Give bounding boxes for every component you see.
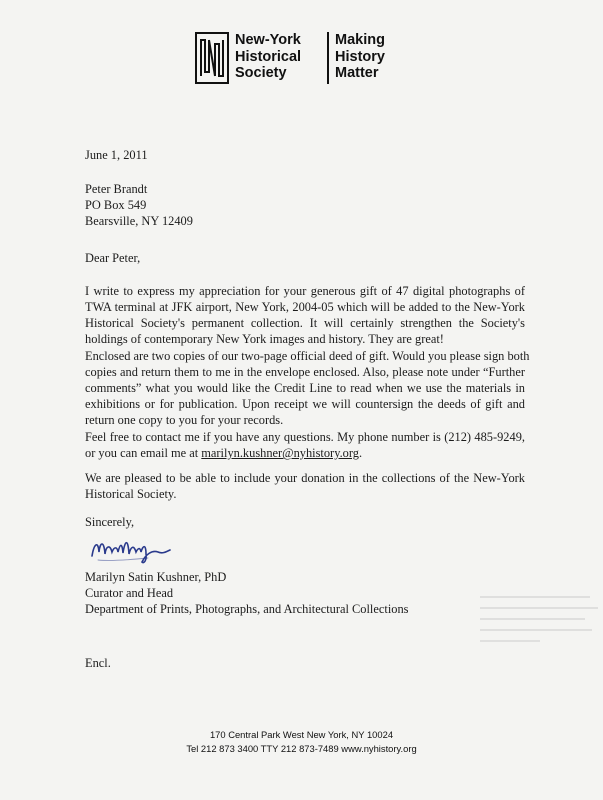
paragraph-line: Enclosed are two copies of our two-page official deed of gift. Would you please sign both [85, 349, 530, 363]
body-paragraph-3 [85, 429, 525, 461]
org-name-line: New-York [235, 32, 301, 48]
paragraph-line: We are pleased to be able to include your donation in the collections of the New-York [85, 471, 525, 485]
signature-block [85, 569, 408, 617]
paragraph-line: Historical Society. [85, 487, 177, 501]
body-paragraph-4 [85, 470, 525, 502]
paragraph-line: return one copy to you for your records. [85, 413, 284, 427]
salutation: Dear Peter, [85, 251, 141, 265]
org-name-line: Historical [235, 48, 302, 65]
recipient-address [85, 181, 193, 229]
tagline [335, 32, 385, 82]
paragraph-line: comments” what you would like the Credit Line to read when we use the materials in [85, 381, 525, 395]
signer-title: Curator and Head [85, 586, 174, 600]
email-link[interactable]: marilyn.kushner@nyhistory.org [201, 446, 359, 460]
tagline-line: History [335, 48, 385, 65]
paragraph-line: Historical Society's permanent collection. It will certainly strengthen the Society's [85, 316, 525, 330]
org-name-line: Society [235, 65, 287, 81]
paragraph-line: TWA terminal at JFK airport, New York, 2004-05 which will be added to the New-York [85, 300, 525, 314]
paragraph-line: I write to express my appreciation for your generous gift of 47 digital photographs of [85, 284, 525, 298]
email-suffix: . [358, 446, 363, 460]
footer-address: 170 Central Park West New York, NY 10024 [209, 729, 394, 740]
bleed-through-marks [480, 596, 600, 666]
recipient-address-line: Bearsville, NY 12409 [85, 214, 193, 228]
recipient-address-line: PO Box 549 [85, 198, 147, 212]
footer-contact: Tel 212 873 3400 TTY 212 873-7489 www.nyhistory.org [186, 743, 417, 754]
paragraph-line: holdings of contemporary New York images and history. They are great! [85, 332, 444, 346]
paragraph-line: copies and return them to me in the envelope enclosed. Also, please note under “Further [85, 365, 525, 379]
body-paragraph-2 [85, 348, 530, 428]
closing: Sincerely, [85, 515, 135, 529]
body-paragraph-1 [85, 283, 525, 347]
enclosure-note: Encl. [85, 656, 111, 670]
paragraph-line [85, 445, 525, 461]
recipient-name: Peter Brandt [85, 182, 148, 196]
nyhs-monogram-icon [195, 32, 229, 84]
paragraph-line: Feel free to contact me if you have any questions. My phone number is (212) 485-9249, [85, 430, 525, 444]
signer-department: Department of Prints, Photographs, and Architectural Collections [85, 602, 409, 616]
paragraph-line: exhibitions or for publication. Upon receipt we will countersign the deeds of gift and [85, 397, 525, 411]
signer-name: Marilyn Satin Kushner, PhD [85, 570, 227, 584]
org-name [235, 32, 301, 82]
email-prefix: or you can email me at [85, 446, 202, 460]
tagline-line: Matter [335, 65, 379, 81]
handwritten-signature [88, 530, 208, 566]
letterhead-divider [327, 32, 329, 84]
tagline-line: Making [335, 32, 385, 48]
letter-date: June 1, 2011 [85, 148, 148, 162]
